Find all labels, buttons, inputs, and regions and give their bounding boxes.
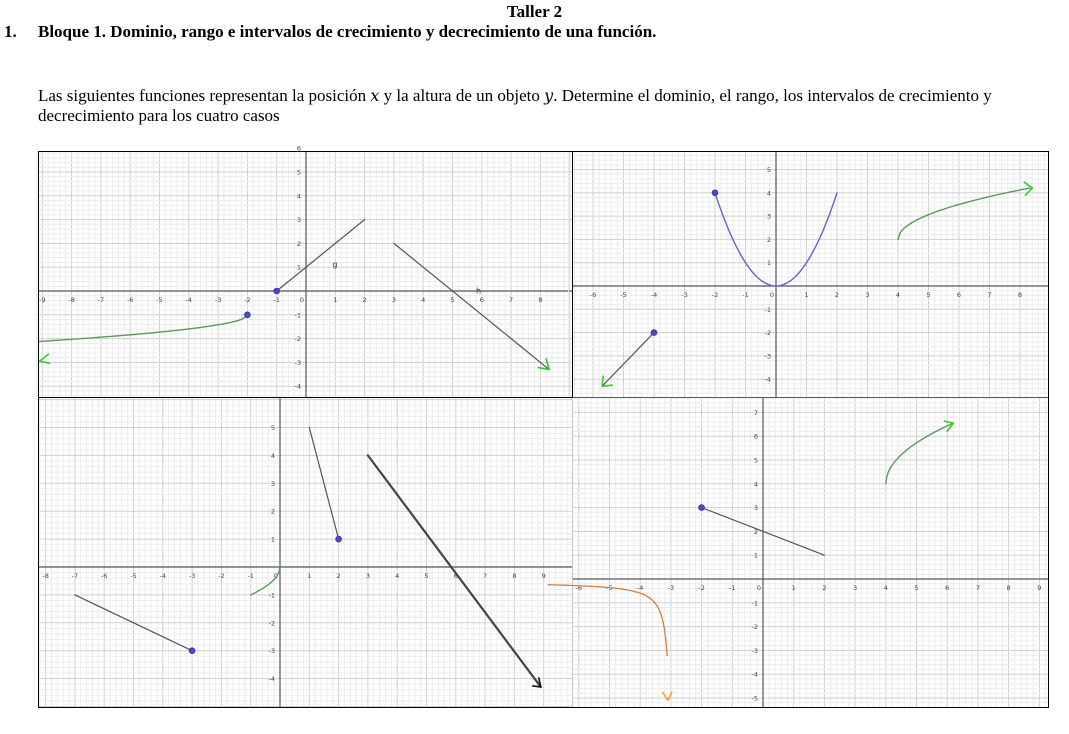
- x-tick-label: 3: [865, 291, 870, 299]
- y-tick-label: 6: [753, 432, 758, 441]
- x-tick-label: 7: [483, 572, 488, 580]
- y-tick-label: 3: [753, 504, 758, 513]
- x-tick-label: -1: [742, 291, 749, 299]
- y-tick-label: 1: [296, 263, 301, 272]
- document-title: Taller 2: [506, 2, 563, 21]
- x-tick-label: 0: [756, 584, 762, 592]
- graph-panel-3: [38, 397, 573, 708]
- x-tick-label: 4: [883, 584, 888, 592]
- x-tick-label: 3: [853, 584, 858, 592]
- heading-text: Bloque 1. Dominio, rango e intervalos de crecimiento y decrecimiento de una función.: [38, 22, 657, 41]
- x-tick-label: 5: [914, 584, 919, 592]
- y-tick-label: 7: [753, 408, 758, 417]
- x-tick-label: 9: [1037, 584, 1042, 592]
- y-tick-label: -2: [764, 329, 771, 338]
- graph-3: [39, 398, 572, 707]
- y-tick-label: -1: [294, 311, 301, 320]
- graph-1: [39, 144, 572, 397]
- x-tick-label: 2: [834, 291, 840, 299]
- x-tick-label: 3: [391, 296, 396, 304]
- x-tick-label: 1: [804, 291, 809, 299]
- graph-panel-2: [572, 151, 1049, 398]
- y-tick-label: 4: [270, 451, 275, 460]
- y-tick-label: 5: [766, 166, 771, 174]
- x-tick-label: -1: [247, 572, 254, 580]
- x-tick-label: 7: [509, 296, 514, 304]
- x-tick-label: 1: [791, 584, 796, 592]
- graph-4: [573, 398, 1048, 707]
- x-tick-label: 4: [395, 572, 400, 580]
- instructions-paragraph: [38, 86, 1018, 126]
- x-tick-label: -2: [711, 291, 719, 299]
- x-tick-label: -4: [159, 572, 167, 580]
- y-tick-label: -5: [751, 694, 758, 703]
- para-part3: . Determine el dominio, el rango, los intervalos de crecimiento y decrecimiento para los cuatro casos: [38, 86, 992, 125]
- x-tick-label: -3: [188, 572, 196, 580]
- x-tick-label: -2: [244, 296, 251, 304]
- y-tick-label: -4: [294, 382, 301, 391]
- y-tick-label: -2: [751, 623, 758, 632]
- y-tick-label: 5: [296, 168, 301, 177]
- x-tick-label: -6: [589, 291, 597, 299]
- y-tick-label: 4: [766, 189, 771, 198]
- label-g: g: [332, 260, 338, 270]
- x-tick-label: -1: [273, 296, 280, 304]
- y-tick-label: -3: [268, 647, 275, 656]
- x-tick-label: 8: [512, 572, 517, 580]
- graph-2: [573, 152, 1048, 397]
- y-tick-label: 4: [296, 192, 301, 201]
- x-tick-label: 9: [541, 572, 546, 580]
- x-tick-label: -8: [42, 572, 49, 580]
- endpoint: [651, 330, 657, 336]
- x-tick-label: -5: [156, 296, 163, 304]
- y-tick-label: 6: [296, 144, 301, 153]
- endpoint: [336, 536, 342, 542]
- x-tick-label: -3: [681, 291, 688, 299]
- x-tick-label: 1: [307, 572, 312, 580]
- x-tick-label: 5: [424, 572, 429, 580]
- x-tick-label: -3: [214, 296, 222, 304]
- section-heading: [4, 22, 656, 42]
- y-tick-label: -1: [751, 599, 758, 608]
- x-tick-label: 8: [1006, 584, 1011, 592]
- y-tick-label: 3: [296, 216, 301, 225]
- y-tick-label: 4: [753, 480, 758, 489]
- x-tick-label: -8: [68, 296, 75, 304]
- x-tick-label: -1: [729, 584, 736, 592]
- y-tick-label: -4: [764, 375, 771, 384]
- endpoint: [189, 648, 195, 654]
- x-tick-label: -2: [698, 584, 705, 592]
- x-tick-label: -7: [97, 296, 105, 304]
- y-tick-label: -3: [751, 646, 758, 655]
- y-tick-label: 3: [766, 212, 771, 221]
- x-tick-label: -3: [667, 584, 675, 592]
- x-tick-label: 7: [987, 291, 992, 299]
- x-tick-label: -5: [606, 584, 613, 592]
- x-tick-label: 4: [421, 296, 426, 304]
- x-tick-label: 7: [975, 584, 980, 592]
- x-tick-label: 5: [926, 291, 931, 299]
- y-tick-label: 5: [270, 424, 275, 432]
- y-tick-label: -2: [268, 619, 275, 628]
- x-tick-label: -6: [575, 584, 583, 592]
- x-tick-label: 6: [956, 291, 962, 299]
- y-tick-label: 2: [296, 239, 301, 248]
- x-tick-label: 8: [538, 296, 543, 304]
- y-tick-label: -1: [764, 305, 771, 314]
- endpoint: [712, 190, 718, 196]
- green-curve: [39, 315, 247, 342]
- y-tick-label: 5: [753, 456, 758, 465]
- para-part1: Las siguientes funciones representan la posición: [38, 86, 371, 105]
- x-tick-label: 8: [1017, 291, 1023, 299]
- y-tick-label: 2: [270, 507, 275, 516]
- y-tick-label: -4: [268, 675, 275, 684]
- x-tick-label: 2: [822, 584, 827, 592]
- var-y: y: [544, 86, 554, 105]
- x-tick-label: -5: [620, 291, 627, 299]
- x-tick-label: -4: [636, 584, 644, 592]
- segment-g: [277, 220, 365, 291]
- var-x: x: [370, 86, 380, 105]
- endpoint: [274, 288, 280, 294]
- x-tick-label: 3: [365, 572, 370, 580]
- y-tick-label: 1: [270, 535, 275, 544]
- x-tick-label: -5: [130, 572, 137, 580]
- y-tick-label: -2: [294, 335, 301, 344]
- x-tick-label: 0: [769, 291, 775, 299]
- graph-panel-4: [572, 397, 1049, 708]
- y-tick-label: 3: [270, 479, 275, 488]
- x-tick-label: 2: [336, 572, 341, 580]
- y-tick-label: -4: [751, 670, 758, 679]
- x-tick-label: 1: [333, 296, 338, 304]
- heading-number: 1.: [4, 22, 17, 41]
- y-tick-label: 2: [753, 527, 758, 536]
- y-tick-label: -3: [294, 358, 301, 367]
- x-tick-label: 6: [945, 584, 950, 592]
- para-part2: y la altura de un objeto: [379, 86, 545, 105]
- x-tick-label: 4: [895, 291, 901, 299]
- x-tick-label: -4: [185, 296, 193, 304]
- x-tick-label: 0: [299, 296, 305, 304]
- graph-panel-1: [38, 144, 573, 398]
- x-tick-label: 5: [450, 296, 455, 304]
- y-tick-label: -1: [268, 591, 275, 600]
- y-tick-label: 2: [766, 235, 771, 244]
- endpoint: [244, 312, 250, 318]
- y-tick-label: 1: [766, 259, 771, 268]
- x-tick-label: 6: [479, 296, 484, 304]
- x-tick-label: -2: [218, 572, 225, 580]
- segment: [602, 333, 654, 387]
- label-h: h: [475, 286, 482, 296]
- y-tick-label: -3: [764, 352, 771, 361]
- x-tick-label: 2: [362, 296, 367, 304]
- endpoint: [699, 505, 705, 511]
- x-tick-label: 0: [273, 572, 279, 580]
- y-tick-label: 1: [753, 551, 758, 560]
- x-tick-label: -7: [71, 572, 79, 580]
- x-tick-label: -6: [100, 572, 108, 580]
- x-tick-label: 6: [453, 572, 458, 580]
- x-tick-label: -9: [39, 296, 46, 304]
- x-tick-label: -6: [126, 296, 134, 304]
- x-tick-label: -4: [650, 291, 658, 299]
